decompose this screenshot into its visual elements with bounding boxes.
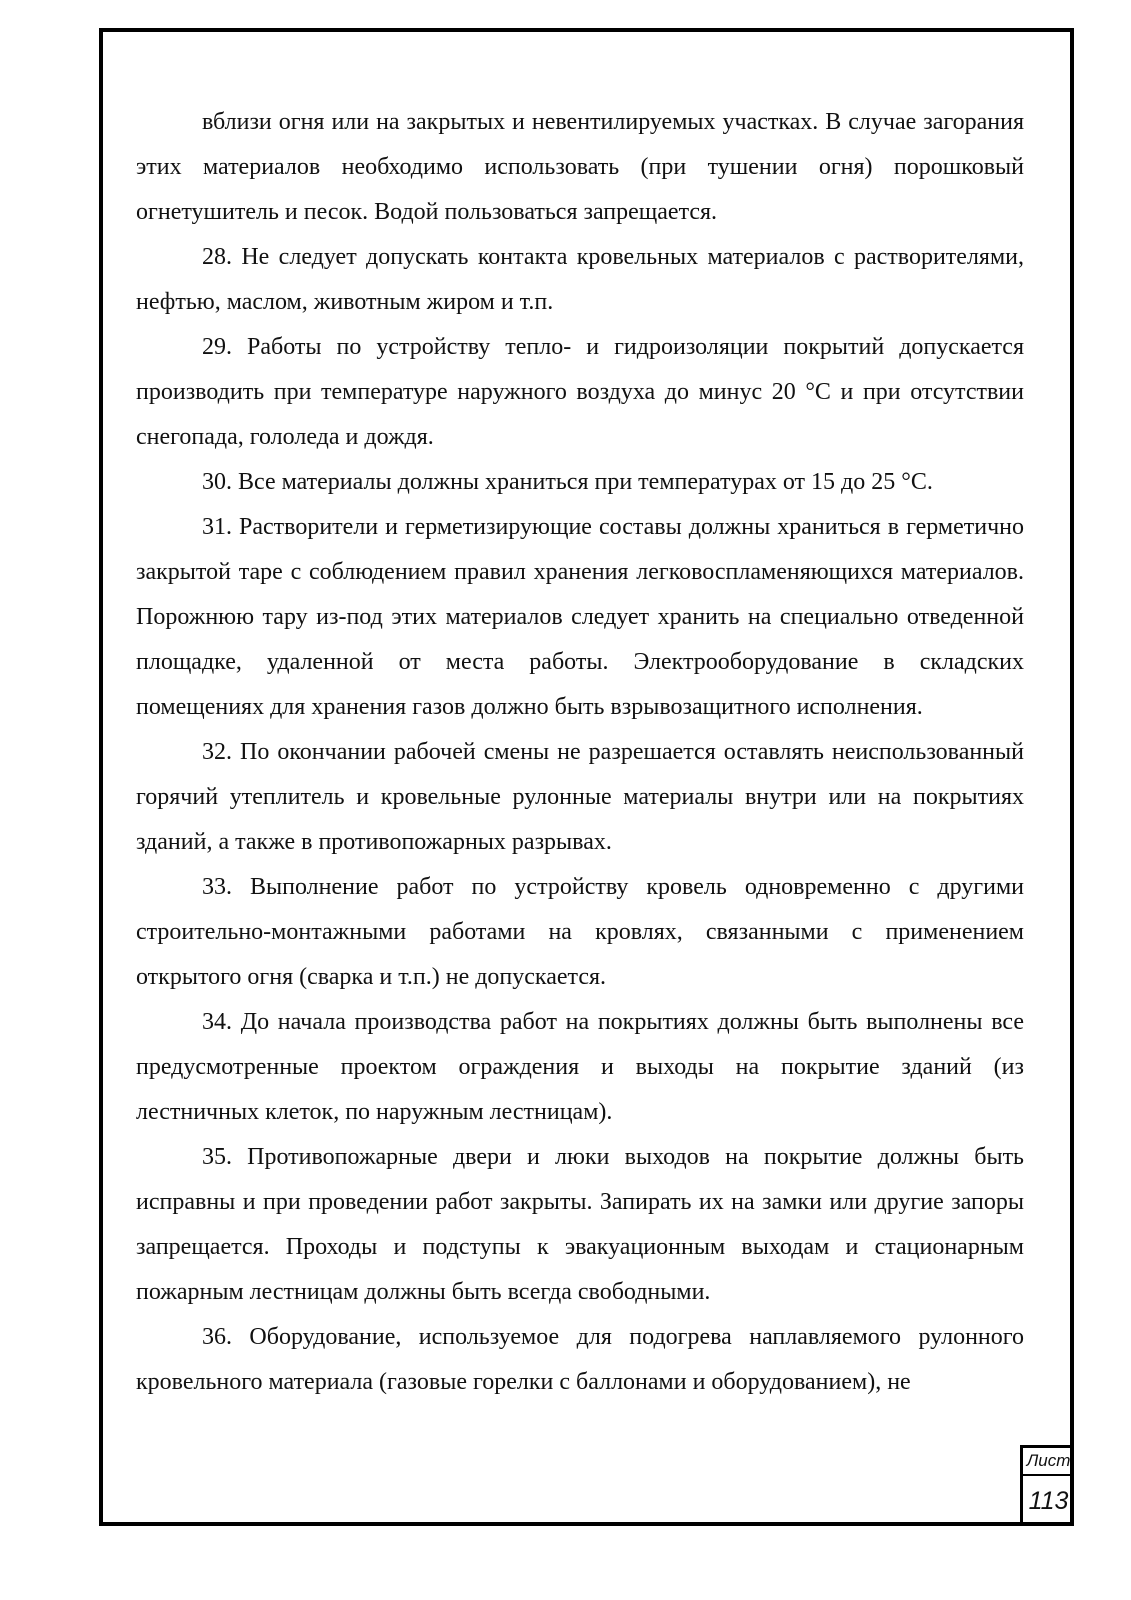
paragraph-36: 36. Оборудование, используемое для подогрева наплавляемого рулонного кровельного материала (газовые горелки с баллонами и оборудованием), не bbox=[136, 1324, 1024, 1395]
paragraph-35: 35. Противопожарные двери и люки выходов на покрытие должны быть исправны и при проведении работ закрыты. Запирать их на замки или другие запоры запрещается. Проходы и подступы к эвакуационным выходам и стационарным пожарным лестницам должны быть всегда свободными. bbox=[136, 1144, 1024, 1305]
paragraph-34: 34. До начала производства работ на покрытиях должны быть выполнены все предусмотренные проектом ограждения и выходы на покрытие зданий (из лестничных клеток, по наружным лестницам). bbox=[136, 1009, 1024, 1125]
sheet-label: Лист bbox=[1023, 1448, 1074, 1476]
page-number: 113 bbox=[1028, 1487, 1069, 1515]
paragraph-30: 30. Все материалы должны храниться при температурах от 15 до 25 °С. bbox=[202, 469, 933, 495]
paragraph-31: 31. Растворители и герметизирующие составы должны храниться в герметично закрытой таре с соблюдением правил хранения легковоспламеняющихся материалов. Порожнюю тару из-под этих материалов следует хранить на специально отведенной площадке, удаленной от места работы. Электрооборудование в складских помещениях для хранения газов должно быть взрывозащитного исполнения. bbox=[136, 514, 1024, 720]
body-text bbox=[136, 100, 1024, 1405]
paragraph-32: 32. По окончании рабочей смены не разрешается оставлять неиспользованный горячий утеплитель и кровельные рулонные материалы внутри или на покрытиях зданий, а также в противопожарных разрывах. bbox=[136, 739, 1024, 855]
paragraph-continuation: вблизи огня или на закрытых и невентилируемых участках. В случае загорания этих материалов необходимо использовать (при тушении огня) порошковый огнетушитель и песок. Водой пользоваться запрещается. bbox=[136, 109, 1024, 225]
paragraph-28: 28. Не следует допускать контакта кровельных материалов с растворителями, нефтью, маслом, животным жиром и т.п. bbox=[136, 244, 1024, 315]
sheet-stamp bbox=[1020, 1445, 1074, 1526]
paragraph-33: 33. Выполнение работ по устройству кровель одновременно с другими строительно-монтажными работами на кровлях, связанными с применением открытого огня (сварка и т.п.) не допускается. bbox=[136, 874, 1024, 990]
paragraph-29: 29. Работы по устройству тепло- и гидроизоляции покрытий допускается производить при температуре наружного воздуха до минус 20 °С и при отсутствии снегопада, гололеда и дождя. bbox=[136, 334, 1024, 450]
